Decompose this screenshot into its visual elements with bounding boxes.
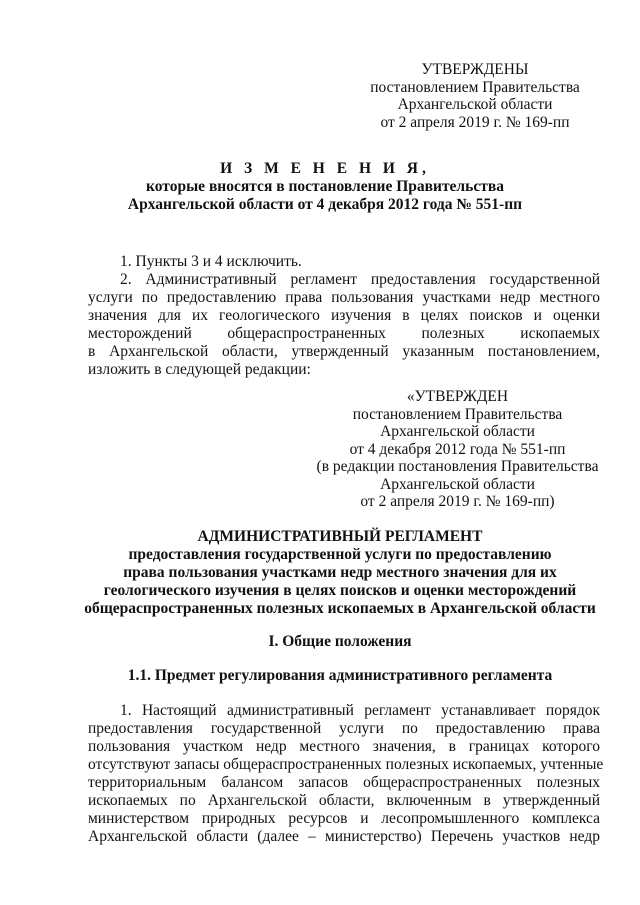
changes-subtitle-line: которые вносятся в постановление Правительства xyxy=(146,178,504,195)
regulation-approval-line: Архангельской области xyxy=(380,475,535,493)
paragraph-1 xyxy=(88,702,604,846)
paragraph-line: 1. Настоящий административный регламент устанавливает порядок xyxy=(120,702,600,719)
changes-items xyxy=(88,253,600,379)
regulation-approval-line: (в редакции постановления Правительства xyxy=(316,458,599,475)
paragraph-line: отсутствуют запасы общераспространенных полезных ископаемых, учтенные xyxy=(88,756,604,773)
paragraph-line: Архангельской области (далее – министерство) Перечень участков недр xyxy=(88,828,600,845)
changes-subtitle-line: Архангельской области от 4 декабря 2012 года № 551-пп xyxy=(127,196,523,213)
subsection-heading: 1.1. Предмет регулирования административного регламента xyxy=(127,667,553,684)
approval-line: постановлением Правительства xyxy=(370,78,580,96)
paragraph-line: предоставления государственной услуги по предоставлению права xyxy=(88,720,600,737)
regulation-approval-line: Архангельской области xyxy=(380,423,535,440)
item-2-line: месторождений общераспространенных полезных ископаемых xyxy=(88,325,600,342)
regulation-approval-line: от 4 декабря 2012 года № 551-пп xyxy=(349,440,566,458)
paragraph-line: пользования участком недр местного значения, в границах которого xyxy=(88,738,600,755)
paragraph-line: территориальным балансом запасов общераспространенных полезных xyxy=(88,774,600,791)
item-1: 1. Пункты 3 и 4 исключить. xyxy=(120,253,302,270)
approval-line: Архангельской области xyxy=(397,96,553,113)
paragraph-line: министерством природных ресурсов и лесопромышленного комплекса xyxy=(88,810,600,827)
changes-title xyxy=(80,160,570,214)
item-2-line: в Архангельской области, утвержденный указанным постановлением, xyxy=(88,343,600,360)
approval-line: от 2 апреля 2019 г. № 169-пп xyxy=(380,113,570,131)
regulation-title-line: права пользования участками недр местного значения для их xyxy=(123,564,557,581)
regulation-approval-line: постановлением Правительства xyxy=(352,405,563,423)
item-2-line: 2. Административный регламент предоставления государственной xyxy=(120,271,600,288)
regulation-approval-block xyxy=(305,388,610,511)
regulation-title-line: геологического изучения в целях поисков и оценки месторождений xyxy=(103,582,577,599)
item-2-line: изложить в следующей редакции: xyxy=(88,361,311,378)
regulation-title-line: предоставления государственной услуги по предоставлению xyxy=(128,546,552,563)
paragraph-line: ископаемых по Архангельской области, включенным в утвержденный xyxy=(88,792,600,809)
regulation-title xyxy=(80,528,600,618)
approval-line: УТВЕРЖДЕНЫ xyxy=(421,61,529,78)
item-2-line: услуги по предоставлению права пользования участками недр местного xyxy=(88,289,600,306)
changes-heading: И З М Е Н Е Н И Я, xyxy=(220,160,430,177)
section-heading: I. Общие положения xyxy=(268,633,412,650)
regulation-approval-line: «УТВЕРЖДЕН xyxy=(406,388,509,405)
regulation-title-line: АДМИНИСТРАТИВНЫЙ РЕГЛАМЕНТ xyxy=(197,528,483,545)
regulation-approval-line: от 2 апреля 2019 г. № 169-пп) xyxy=(360,493,555,510)
item-2-line: значения для их геологического изучения в целях поисков и оценки xyxy=(88,307,600,324)
regulation-title-line: общераспространенных полезных ископаемых в Архангельской области xyxy=(84,600,596,617)
approval-block xyxy=(340,61,610,131)
